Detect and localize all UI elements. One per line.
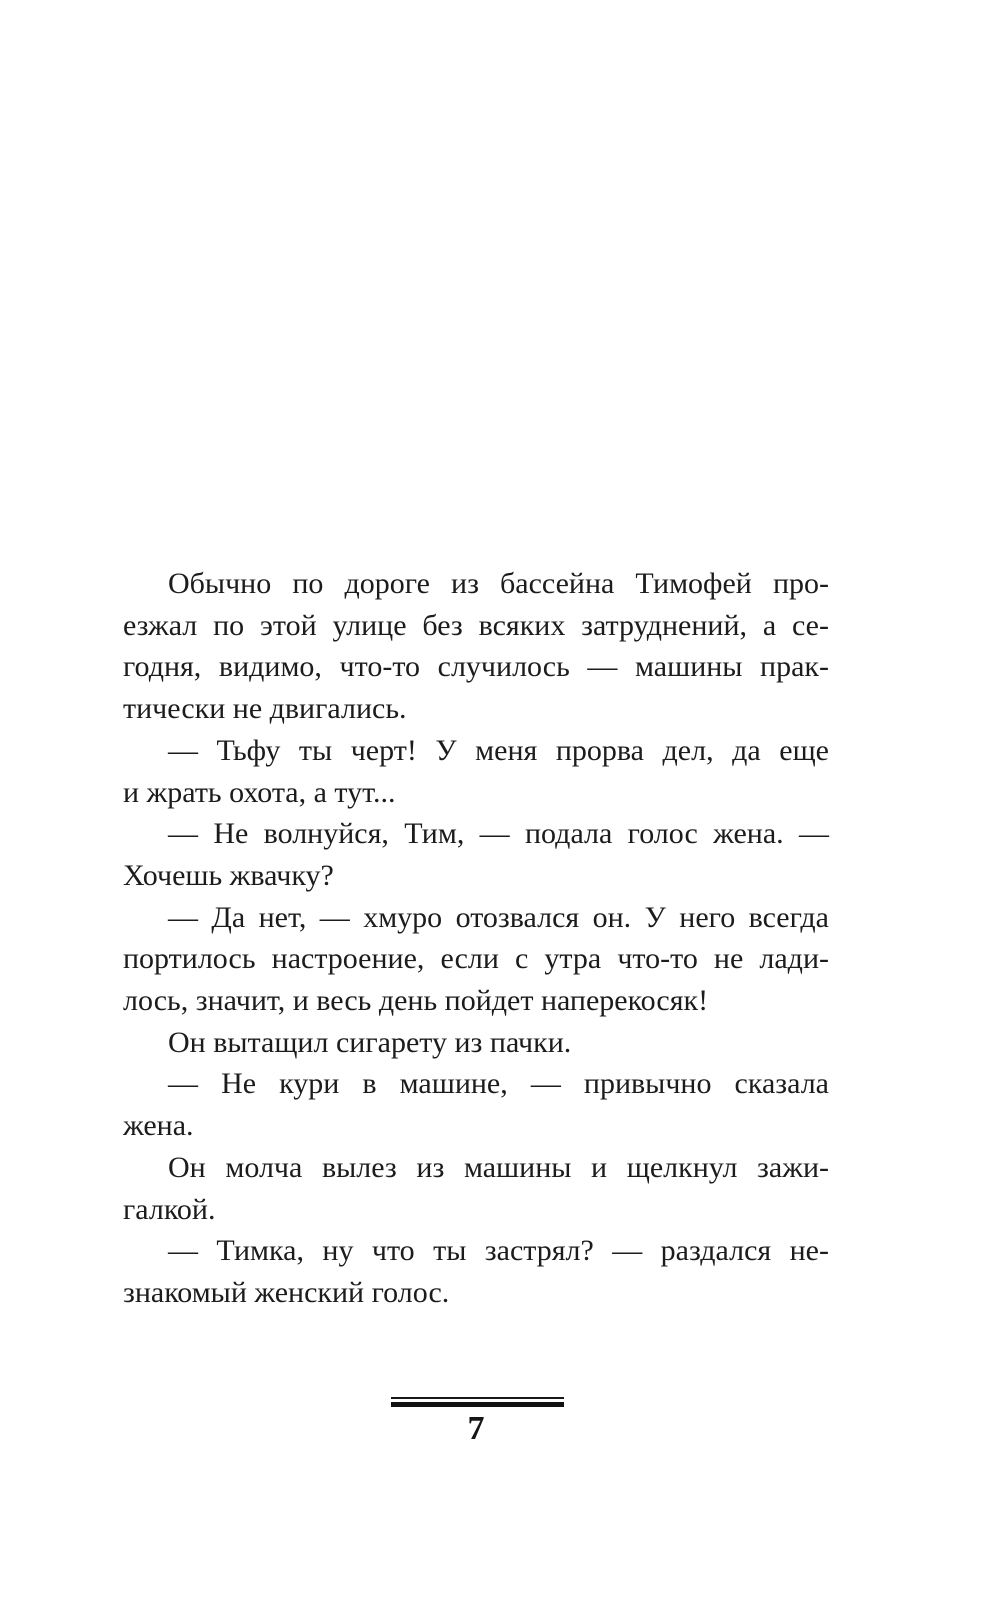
text-line: Обычно по дороге из бассейна Тимофей про- [168,567,829,600]
text-line: портилось настроение, если с утра что-то не лади- [123,942,829,976]
text-line: — Не кури в машине, — привычно сказала [168,1067,829,1101]
text-line: Хочешь жвачку? [123,858,334,892]
text-line: лось, значит, и весь день пойдет наперекосяк! [123,984,709,1018]
divider-top-rule [391,1397,564,1399]
text-line: езжал по этой улице без всяких затруднений, а се- [123,608,829,642]
text-line: галкой. [123,1192,216,1226]
text-line: Он молча вылез из машины и щелкнул зажи- [168,1150,829,1184]
divider-bottom-rule [391,1402,564,1407]
text-line: годня, видимо, что-то случилось — машины прак- [123,650,829,684]
footer-divider [391,1397,564,1407]
page-number: 7 [467,1410,485,1447]
text-line: и жрать охота, а тут... [123,775,396,809]
text-line: — Да нет, — хмуро отозвался он. У него всегда [168,900,829,934]
text-line: — Тимка, ну что ты застрял? — раздался не- [168,1234,829,1268]
text-line: Он вытащил сигарету из пачки. [168,1025,572,1059]
text-line: знакомый женский голос. [123,1275,450,1309]
text-line: — Тьфу ты черт! У меня прорва дел, да еще [168,733,829,767]
text-line: тически не двигались. [123,692,407,726]
text-line: — Не волнуйся, Тим, — подала голос жена. — [168,817,829,851]
text-line: жена. [123,1109,194,1143]
page-text-block [123,563,829,1314]
